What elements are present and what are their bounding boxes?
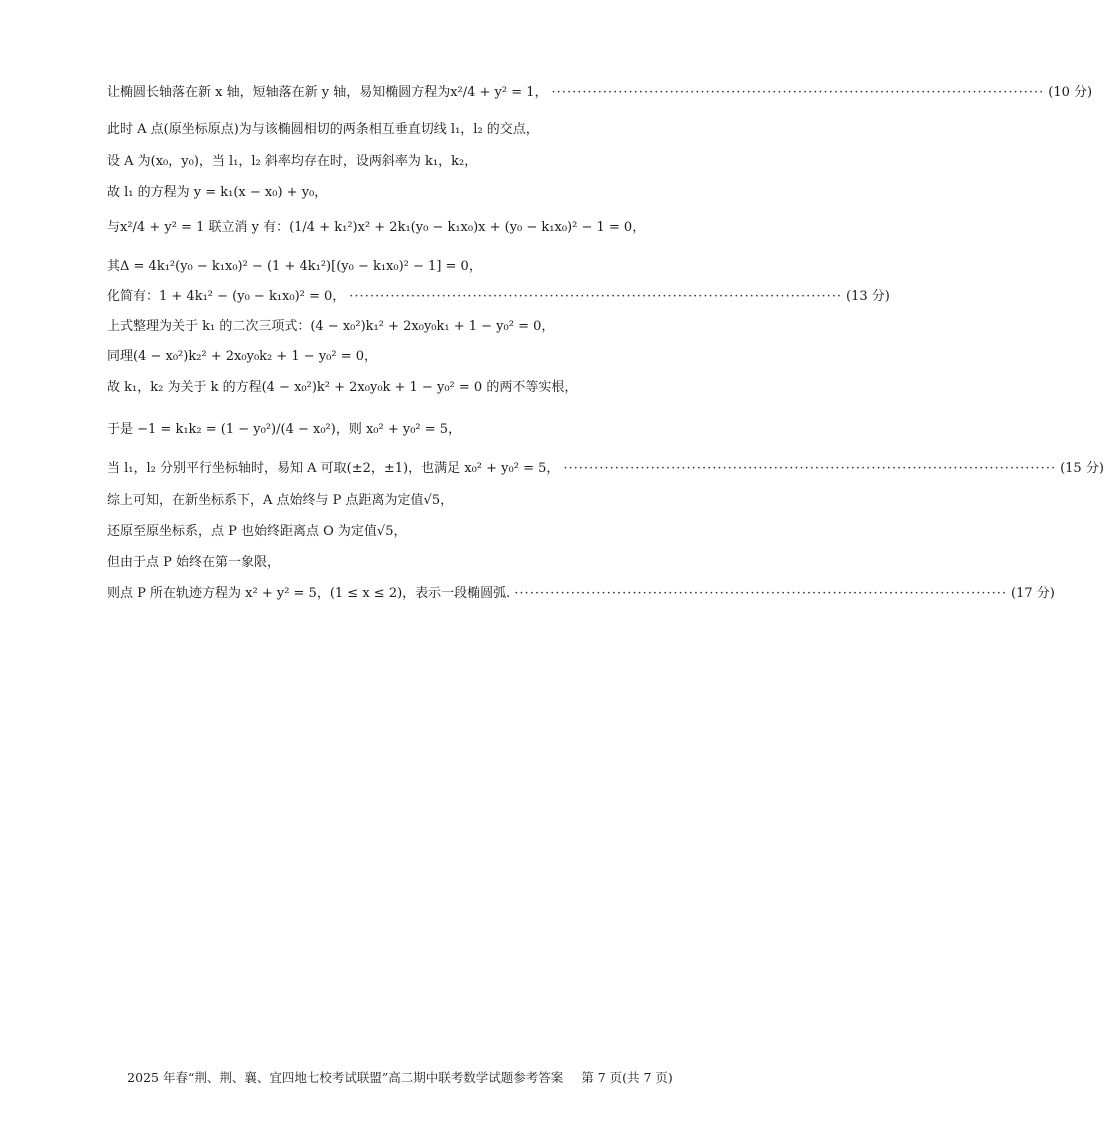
score-label: (10 分) (1048, 85, 1093, 100)
line-text: 则点 P 所在轨迹方程为 x² + y² = 5，(1 ≤ x ≤ 2)，表示一段椭圆弧. (107, 586, 511, 601)
solution-line-15 (107, 553, 717, 573)
line-text: 综上可知，在新坐标系下，A 点始终与 P 点距离为定值√5， (107, 493, 454, 508)
page-footer (0, 1069, 800, 1087)
solution-line-12 (107, 459, 1104, 479)
solution-line-1 (107, 83, 1093, 103)
solution-line-6 (107, 257, 717, 277)
line-text: 设 A 为(x₀，y₀)，当 l₁，l₂ 斜率均存在时，设两斜率为 k₁，k₂， (107, 154, 478, 169)
footer-title: 2025 年春“荆、荆、襄、宜四地七校考试联盟”高二期中联考数学试题参考答案 (127, 1070, 564, 1085)
line-text: 故 k₁，k₂ 为关于 k 的方程(4 − x₀²)k² + 2x₀y₀k + 1 − y₀² = 0 的两不等实根， (107, 380, 578, 395)
line-text: 让椭圆长轴落在新 x 轴，短轴落在新 y 轴，易知椭圆方程为x²/4 + y² = 1， (107, 85, 548, 100)
line-text: 当 l₁，l₂ 分别平行坐标轴时，易知 A 可取(±2，±1)，也满足 x₀² + y₀² = 5， (107, 461, 560, 476)
solution-line-9 (107, 347, 717, 367)
solution-line-2 (107, 120, 717, 140)
solution-line-4 (107, 183, 717, 203)
solution-line-7 (107, 287, 890, 307)
solution-line-5 (107, 218, 717, 238)
line-text: 故 l₁ 的方程为 y = k₁(x − x₀) + y₀， (107, 185, 328, 200)
line-text: 其Δ = 4k₁²(y₀ − k₁x₀)² − (1 + 4k₁²)[(y₀ − k₁x₀)² − 1] = 0， (107, 259, 482, 274)
leader-dots: ································································································ (551, 85, 1045, 100)
score-label: (17 分) (1011, 586, 1055, 601)
line-text: 与x²/4 + y² = 1 联立消 y 有：(1/4 + k₁²)x² + 2k₁(y₀ − k₁x₀)x + (y₀ − k₁x₀)² − 1 = 0， (107, 220, 646, 235)
leader-dots: ································································································ (563, 461, 1057, 476)
leader-dots: ································································································ (514, 586, 1007, 601)
line-text: 但由于点 P 始终在第一象限， (107, 555, 281, 570)
line-text: 此时 A 点(原坐标原点)为与该椭圆相切的两条相互垂直切线 l₁，l₂ 的交点， (107, 122, 539, 137)
line-text: 化简有：1 + 4k₁² − (y₀ − k₁x₀)² = 0， (107, 289, 346, 304)
line-text: 上式整理为关于 k₁ 的二次三项式：(4 − x₀²)k₁² + 2x₀y₀k₁ + 1 − y₀² = 0， (107, 319, 555, 334)
line-text: 还原至原坐标系，点 P 也始终距离点 O 为定值√5， (107, 524, 407, 539)
solution-line-10 (107, 378, 717, 398)
solution-line-3 (107, 152, 717, 172)
leader-dots: ································································································ (349, 289, 842, 304)
line-text: 于是 −1 = k₁k₂ = (1 − y₀²)/(4 − x₀²)，则 x₀² + y₀² = 5， (107, 422, 462, 437)
footer-page-number: 第 7 页(共 7 页) (581, 1070, 673, 1085)
solution-line-8 (107, 317, 717, 337)
solution-line-13 (107, 491, 717, 511)
solution-line-14 (107, 522, 717, 542)
solution-line-11 (107, 420, 717, 440)
score-label: (15 分) (1060, 461, 1104, 476)
score-label: (13 分) (846, 289, 890, 304)
solution-line-16 (107, 584, 1055, 604)
line-text: 同理(4 − x₀²)k₂² + 2x₀y₀k₂ + 1 − y₀² = 0， (107, 349, 378, 364)
